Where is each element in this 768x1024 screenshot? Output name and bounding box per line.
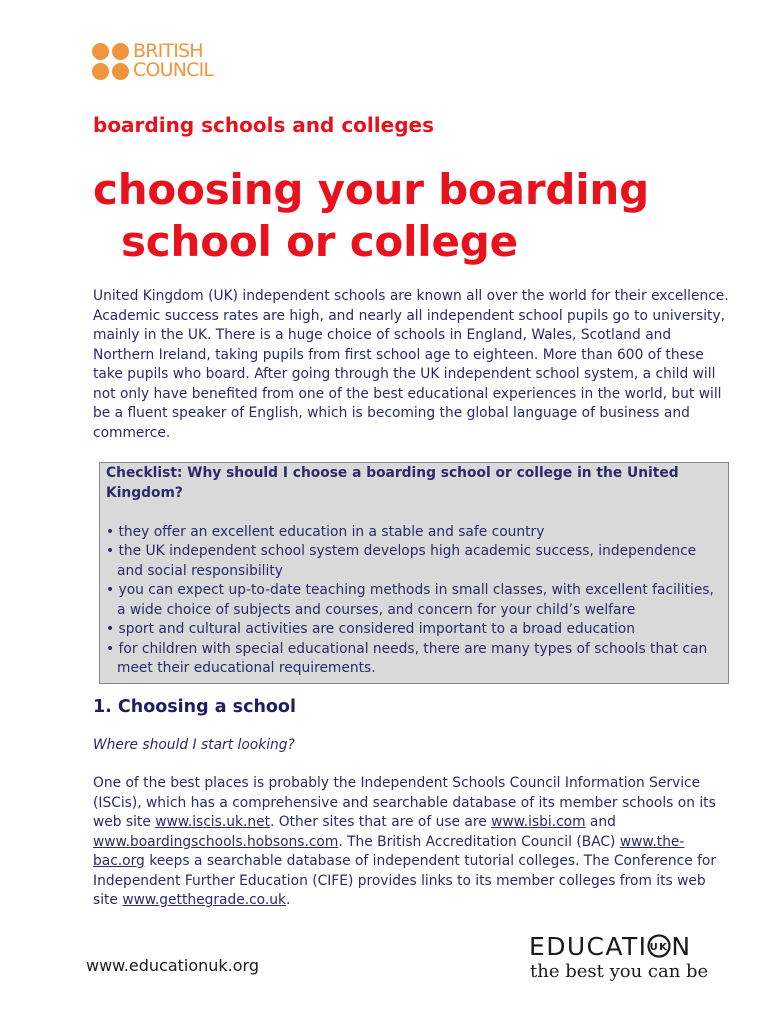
title-line-2: school or college	[121, 217, 518, 266]
checklist-item: • you can expect up-to-date teaching methods in small classes, with excellent facilities, a wide choice of subjects and courses, and concern for your child’s welfare	[106, 582, 714, 618]
checklist-box	[99, 462, 729, 684]
checklist-item: • the UK independent school system develops high academic success, independence and social responsibility	[106, 543, 697, 579]
checklist-heading: Checklist: Why should I choose a boarding school or college in the United Kingdom?	[106, 465, 679, 501]
bac-link[interactable]: www.the-bac.org	[93, 833, 685, 869]
section-label: boarding schools and colleges	[93, 113, 434, 137]
logo-wordmark: BRITISH COUNCIL	[133, 40, 214, 81]
intro-paragraph: United Kingdom (UK) independent schools are known all over the world for their excellence. Academic success rates are high, and nearly all independent school pupils go to university, mainly in the UK. There is a huge choice of schools in England, Wales, Scotland and Northern Ireland, taking pupils from first school age to eighteen. More than 600 of these take pupils who board. After going through the UK independent school system, a child will not only have benefited from one of the best educational experiences in the world, but will be a fluent speaker of English, which is becoming the global language of business and commerce.	[93, 288, 729, 441]
british-council-logo	[92, 42, 213, 80]
checklist-item: • they offer an excellent education in a stable and safe country	[106, 523, 545, 540]
education-uk-logo	[529, 933, 708, 983]
checklist-item: • sport and cultural activities are considered important to a broad education	[106, 621, 635, 637]
section-paragraph: One of the best places is probably the Independent Schools Council Information Service (ISCis), which has a comprehensive and searchable database of its member schools on its web site www.iscis.uk.net. Other sites that are of use are www.isbi.com and www.boardingschools.hobsons.com. The British Accreditation Council (BAC) www.the-bac.org keeps a searchable database of independent tutorial colleges. The Conference for Independent Further Education (CIFE) provides links to its member colleges from its web site www.getthegrade.co.uk.	[93, 775, 717, 908]
footer-website: www.educationuk.org	[86, 956, 259, 975]
iscis-link[interactable]: www.iscis.uk.net	[155, 814, 270, 830]
education-wordmark: EDUCATI UK N	[529, 932, 692, 961]
title-line-1: choosing your boarding	[93, 165, 649, 214]
subheading-question: Where should I start looking?	[93, 737, 295, 753]
education-tagline: the best you can be	[530, 961, 709, 982]
checklist-list	[106, 523, 722, 679]
hobsons-link[interactable]: www.boardingschools.hobsons.com	[93, 833, 339, 850]
getthegrade-link[interactable]: www.getthegrade.co.uk	[122, 892, 287, 908]
checklist-item: • for children with special educational needs, there are many types of schools that can meet their educational requirements.	[106, 640, 708, 676]
section-heading: 1. Choosing a school	[93, 697, 296, 717]
uk-o-mark-icon	[647, 934, 671, 958]
isbi-link[interactable]: www.isbi.com	[491, 814, 586, 830]
svg-text:UK: UK	[650, 942, 669, 953]
page-title	[93, 164, 649, 268]
logo-dots-icon	[92, 43, 129, 80]
